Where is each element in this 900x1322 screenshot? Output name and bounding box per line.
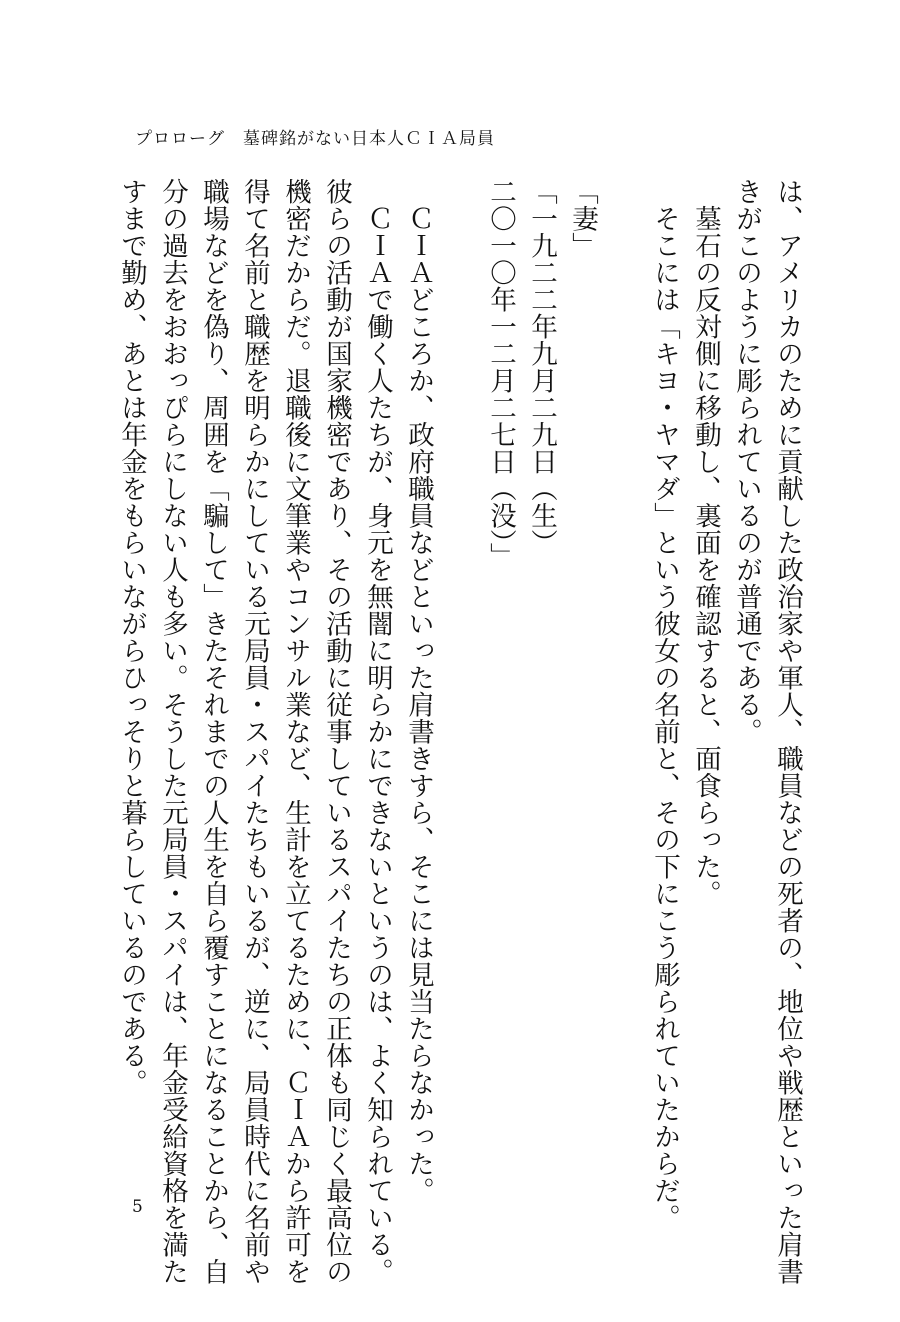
- text-line: 得て名前と職歴を明らかにしている元局員・スパイたちもいるが、逆に、局員時代に名前や: [239, 178, 270, 1285]
- text-line: 「妻」: [567, 178, 598, 259]
- text-line: 機密だからだ。退職後に文筆業やコンサル業など、生計を立てるために、ＣＩＡから許可を: [280, 178, 311, 1285]
- running-head: プロローグ 墓碑銘がない日本人ＣＩＡ局員: [135, 129, 495, 149]
- text-line: 二〇一〇年一二月二七日（没）」: [485, 178, 516, 570]
- blank-line: [439, 178, 480, 1078]
- text-line: 分の過去をおおっぴらにしない人も多い。そうした元局員・スパイは、年金受給資格を満た: [157, 178, 188, 1285]
- text-line: 彼らの活動が国家機密であり、その活動に従事しているスパイたちの正体も同じく最高位の: [321, 178, 352, 1285]
- text-line: すまで勤め、あとは年金をもらいながらひっそりと暮らしているのである。: [116, 178, 147, 1096]
- text-line: 職場などを偽り、周囲を「騙して」きたそれまでの人生を自ら覆すことになることから、自: [198, 178, 229, 1285]
- text-line: は、アメリカのために貢献した政治家や軍人、職員などの死者の、地位や戦歴といった肩書: [772, 178, 803, 1285]
- text-line: きがこのように彫られているのが普通である。: [731, 178, 762, 745]
- blank-line: [603, 178, 644, 1078]
- text-line: そこには「キヨ・ヤマダ」という彼女の名前と、その下にこう彫られていたからだ。: [649, 178, 680, 1231]
- text-line: 墓石の反対側に移動し、裏面を確認すると、面食らった。: [690, 178, 721, 907]
- page-number: 5: [132, 1197, 143, 1217]
- text-line: ＣＩＡで働く人たちが、身元を無闇に明らかにできないというのは、よく知られている。: [362, 178, 393, 1285]
- text-line: ＣＩＡどころか、政府職員などといった肩書きすら、そこには見当たらなかった。: [403, 178, 434, 1204]
- body-text: [111, 178, 808, 1285]
- text-line: 「一九二二年九月二九日（生）: [526, 178, 557, 556]
